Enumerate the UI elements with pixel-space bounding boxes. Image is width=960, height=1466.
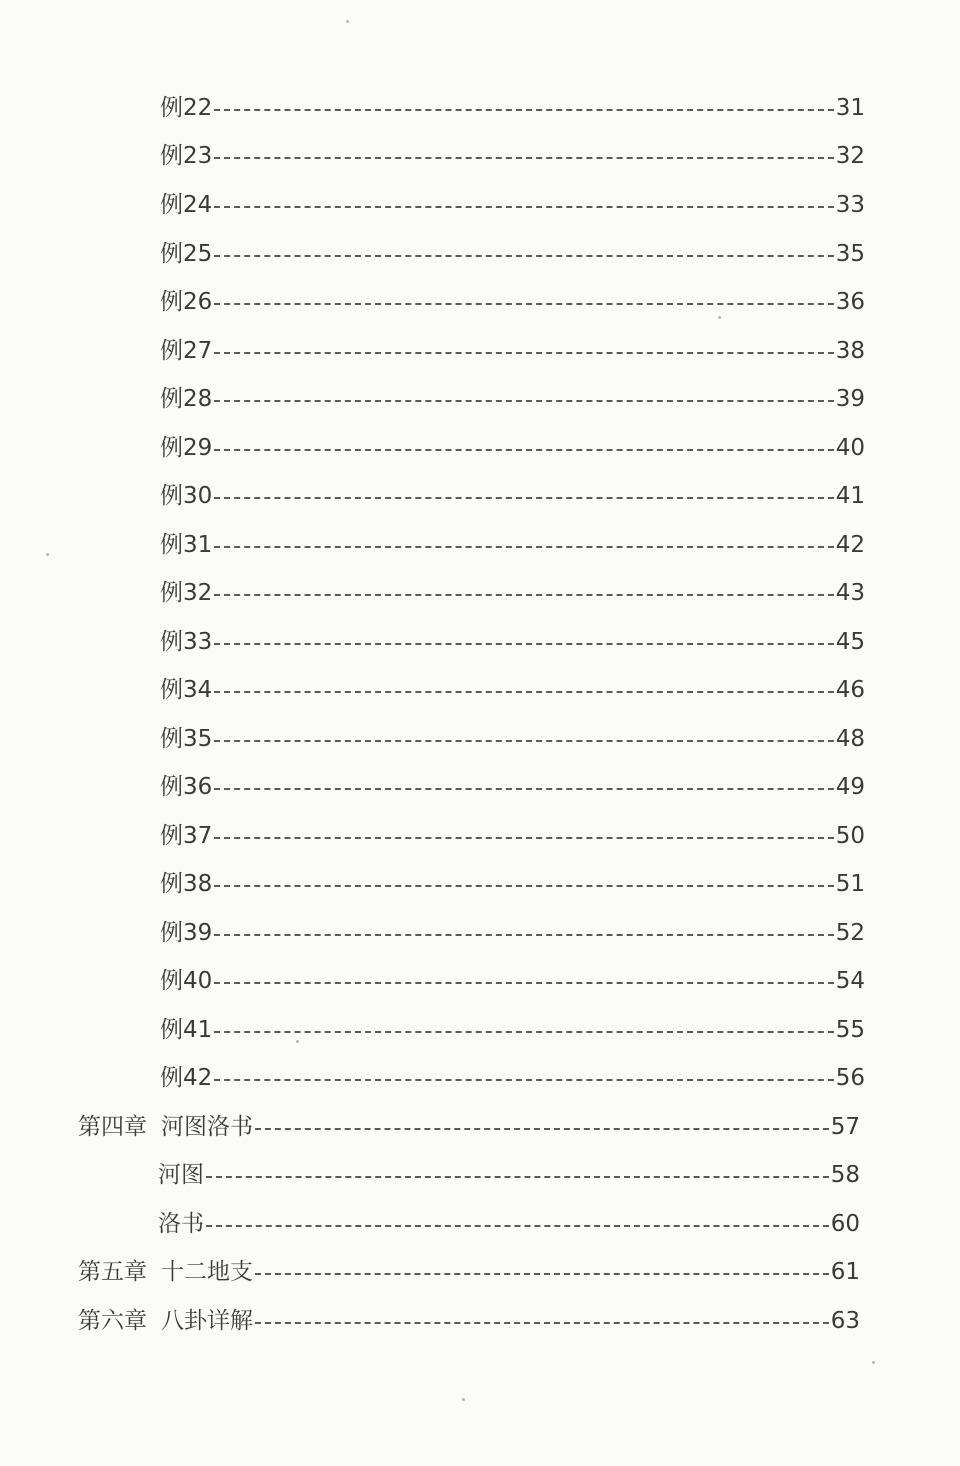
- toc-entry-label: 例41: [160, 1017, 213, 1043]
- toc-entry-label: 例35: [160, 726, 213, 752]
- chapter-name: 八卦详解: [161, 1308, 253, 1334]
- toc-entry[interactable]: [160, 765, 865, 809]
- toc-chapter-4[interactable]: [78, 1105, 860, 1149]
- toc-entry-label: 例37: [160, 823, 213, 849]
- toc-section-label: 河图: [158, 1162, 204, 1188]
- toc-entry-page: 46: [835, 677, 865, 703]
- chapter-name: 十二地支: [161, 1259, 253, 1285]
- toc-entry[interactable]: [160, 959, 865, 1003]
- chapter-number: 第五章: [78, 1259, 147, 1285]
- toc-entry-label: 例36: [160, 774, 213, 800]
- toc-section[interactable]: [158, 1202, 860, 1246]
- toc-entry[interactable]: [160, 911, 865, 955]
- toc-entry-label: 例28: [160, 386, 213, 412]
- toc-entry-label: 例40: [160, 968, 213, 994]
- toc-entry-label: 例24: [160, 192, 213, 218]
- dot-leader: [214, 546, 833, 548]
- toc-entry-label: 例26: [160, 289, 213, 315]
- paper-speck: [718, 316, 721, 319]
- toc-entry[interactable]: [160, 329, 865, 373]
- chapter-number: 第四章: [78, 1114, 147, 1140]
- toc-entry-page: 49: [835, 774, 865, 800]
- toc-entry-page: 48: [835, 726, 865, 752]
- toc-entry[interactable]: [160, 280, 865, 324]
- dot-leader: [214, 352, 833, 354]
- toc-section-label: 洛书: [158, 1211, 204, 1237]
- toc-entry-page: 43: [835, 580, 865, 606]
- toc-chapter-title: [78, 1105, 253, 1149]
- toc-entry-label: 例38: [160, 871, 213, 897]
- toc-entry-label: 例32: [160, 580, 213, 606]
- toc-entry[interactable]: [160, 86, 865, 130]
- dot-leader: [214, 157, 833, 159]
- toc-entry-label: 例39: [160, 920, 213, 946]
- toc-entry[interactable]: [160, 134, 865, 178]
- toc-entry[interactable]: [160, 523, 865, 567]
- toc-entry[interactable]: [160, 1056, 865, 1100]
- toc-entry-label: 例31: [160, 532, 213, 558]
- toc-entry[interactable]: [160, 717, 865, 761]
- paper-speck: [346, 20, 349, 23]
- toc-entry[interactable]: [160, 377, 865, 421]
- toc-entry-label: 例33: [160, 629, 213, 655]
- dot-leader: [214, 1031, 833, 1033]
- toc-chapter-page: 61: [830, 1259, 860, 1285]
- toc-entry[interactable]: [160, 571, 865, 615]
- toc-section-page: 60: [830, 1211, 860, 1237]
- toc-entry-label: 例25: [160, 241, 213, 267]
- dot-leader: [214, 303, 833, 305]
- toc-entry-label: 例29: [160, 435, 213, 461]
- dot-leader: [214, 400, 833, 402]
- dot-leader: [255, 1322, 829, 1324]
- toc-entry-label: 例22: [160, 95, 213, 121]
- toc-chapter-page: 63: [830, 1308, 860, 1334]
- dot-leader: [255, 1273, 829, 1275]
- toc-chapter-title: [78, 1299, 253, 1343]
- toc-section-page: 58: [830, 1162, 860, 1188]
- paper-speck: [296, 1040, 299, 1043]
- dot-leader: [214, 885, 833, 887]
- toc-entry-page: 51: [835, 871, 865, 897]
- dot-leader: [214, 497, 833, 499]
- toc-chapter-5[interactable]: [78, 1250, 860, 1294]
- dot-leader: [214, 788, 833, 790]
- toc-entry-label: 例30: [160, 483, 213, 509]
- toc-entry-page: 41: [835, 483, 865, 509]
- toc-entry-page: 40: [835, 435, 865, 461]
- dot-leader: [214, 837, 833, 839]
- toc-entry[interactable]: [160, 426, 865, 470]
- toc-entry-page: 52: [835, 920, 865, 946]
- toc-chapter-page: 57: [830, 1114, 860, 1140]
- dot-leader: [214, 1079, 833, 1081]
- toc-entry-page: 45: [835, 629, 865, 655]
- dot-leader: [214, 206, 833, 208]
- dot-leader: [214, 934, 833, 936]
- toc-section[interactable]: [158, 1153, 860, 1197]
- toc-entry-page: 50: [835, 823, 865, 849]
- dot-leader: [214, 691, 833, 693]
- dot-leader: [206, 1225, 829, 1227]
- chapter-number: 第六章: [78, 1308, 147, 1334]
- toc-entry-page: 42: [835, 532, 865, 558]
- dot-leader: [206, 1176, 829, 1178]
- toc-entry-label: 例27: [160, 338, 213, 364]
- toc-entry[interactable]: [160, 668, 865, 712]
- toc-entry[interactable]: [160, 183, 865, 227]
- dot-leader: [214, 449, 833, 451]
- paper-speck: [46, 553, 49, 556]
- paper-speck: [462, 1398, 465, 1401]
- dot-leader: [214, 740, 833, 742]
- dot-leader: [214, 594, 833, 596]
- dot-leader: [255, 1128, 829, 1130]
- toc-entry-page: 38: [835, 338, 865, 364]
- toc-entry-page: 36: [835, 289, 865, 315]
- chapter-name: 河图洛书: [161, 1114, 253, 1140]
- paper-speck: [872, 1361, 875, 1364]
- toc-entry-page: 31: [835, 95, 865, 121]
- toc-entry-label: 例34: [160, 677, 213, 703]
- toc-entry-page: 54: [835, 968, 865, 994]
- dot-leader: [214, 255, 833, 257]
- dot-leader: [214, 982, 833, 984]
- toc-entry[interactable]: [160, 1008, 865, 1052]
- toc-entry-page: 33: [835, 192, 865, 218]
- toc-entry[interactable]: [160, 814, 865, 858]
- dot-leader: [214, 643, 833, 645]
- toc-entry-page: 55: [835, 1017, 865, 1043]
- toc-entry-label: 例23: [160, 143, 213, 169]
- toc-entry-page: 56: [835, 1065, 865, 1091]
- toc-entry[interactable]: [160, 620, 865, 664]
- toc-entry-page: 35: [835, 241, 865, 267]
- toc-chapter-6[interactable]: [78, 1299, 860, 1343]
- toc-entry[interactable]: [160, 232, 865, 276]
- toc-entry[interactable]: [160, 474, 865, 518]
- dot-leader: [214, 109, 833, 111]
- toc-entry-label: 例42: [160, 1065, 213, 1091]
- toc-entry-page: 39: [835, 386, 865, 412]
- toc-entry-page: 32: [835, 143, 865, 169]
- toc-chapter-title: [78, 1250, 253, 1294]
- toc-entry[interactable]: [160, 862, 865, 906]
